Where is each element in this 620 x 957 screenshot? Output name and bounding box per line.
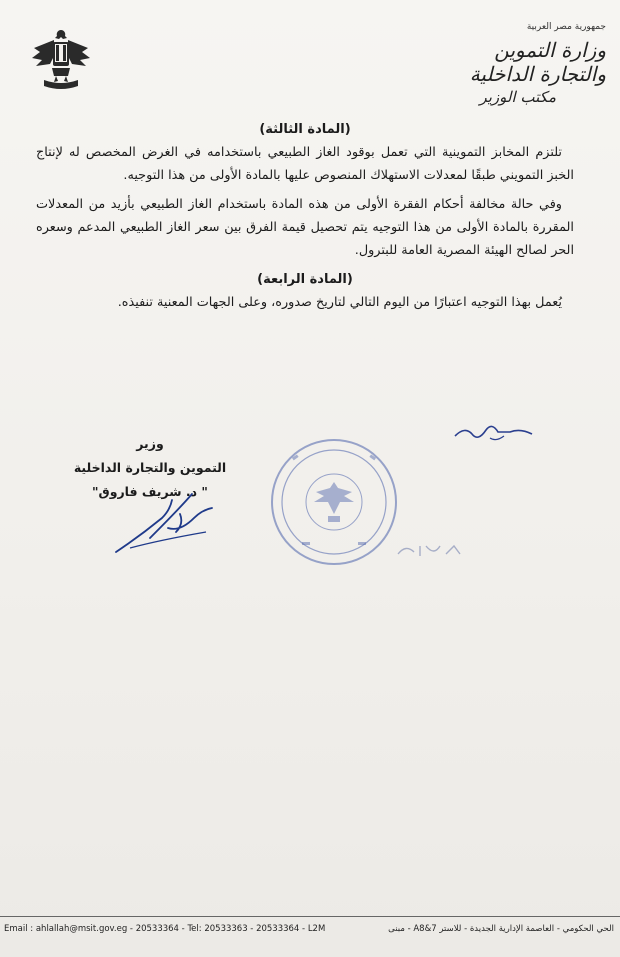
article-3-title: (المادة الثالثة) xyxy=(259,122,351,137)
signatory-ministry: التموين والتجارة الداخلية xyxy=(73,460,227,475)
footer-address: الحي الحكومي - العاصمة الإدارية الجديدة - للاستر A8&7 - مبنى xyxy=(388,924,614,934)
signatory-title: وزير xyxy=(136,436,164,451)
republic-name: جمهورية مصر العربية xyxy=(526,22,606,32)
stamp-date-mark-icon xyxy=(394,540,474,560)
article-4-paragraph-1: يُعمل بهذا التوجيه اعتبارًا من اليوم التالي لتاريخ صدوره، وعلى الجهات المعنية تنفيذه. xyxy=(117,295,562,310)
footer-contacts: Email : ahlallah@msit.gov.eg - 20533364 - Tel: 20533363 - 20533364 - L2M xyxy=(4,924,326,934)
egypt-eagle-emblem-icon xyxy=(30,26,92,96)
official-stamp-icon xyxy=(262,432,412,572)
footer xyxy=(4,922,614,938)
article-3-paragraph-2: وفي حالة مخالفة أحكام الفقرة الأولى من هذه المادة باستخدام الغاز الطبيعي بأزيد من المعدلات المقررة بالمادة الأولى من هذا التوجيه يتم تحصيل قيمة الفرق بين سعر الغاز الطبيعي المدعم وسعره الحر لصالح الهيئة المصرية العامة للبترول. xyxy=(36,197,574,258)
document-body xyxy=(36,118,574,314)
footer-divider xyxy=(0,916,620,917)
office-name: مكتب الوزير xyxy=(479,88,556,106)
article-3-paragraph-1: تلتزم المخابز التموينية التي تعمل بوقود الغاز الطبيعي باستخدامه في الغرض المخصص له لإنتاج الخبز التمويني طبقًا لمعدلات الاستهلاك المنصوص عليها بالمادة الأولى من هذا التوجيه. xyxy=(36,145,574,183)
article-4-title: (المادة الرابعة) xyxy=(257,272,353,287)
handwritten-signature-icon xyxy=(110,488,220,558)
ministry-name: وزارة التموين والتجارة الداخلية xyxy=(469,38,606,86)
letterhead xyxy=(426,22,606,106)
initials-mark-icon xyxy=(450,418,540,448)
signatory-name: " د. شريف فاروق" xyxy=(92,484,208,499)
